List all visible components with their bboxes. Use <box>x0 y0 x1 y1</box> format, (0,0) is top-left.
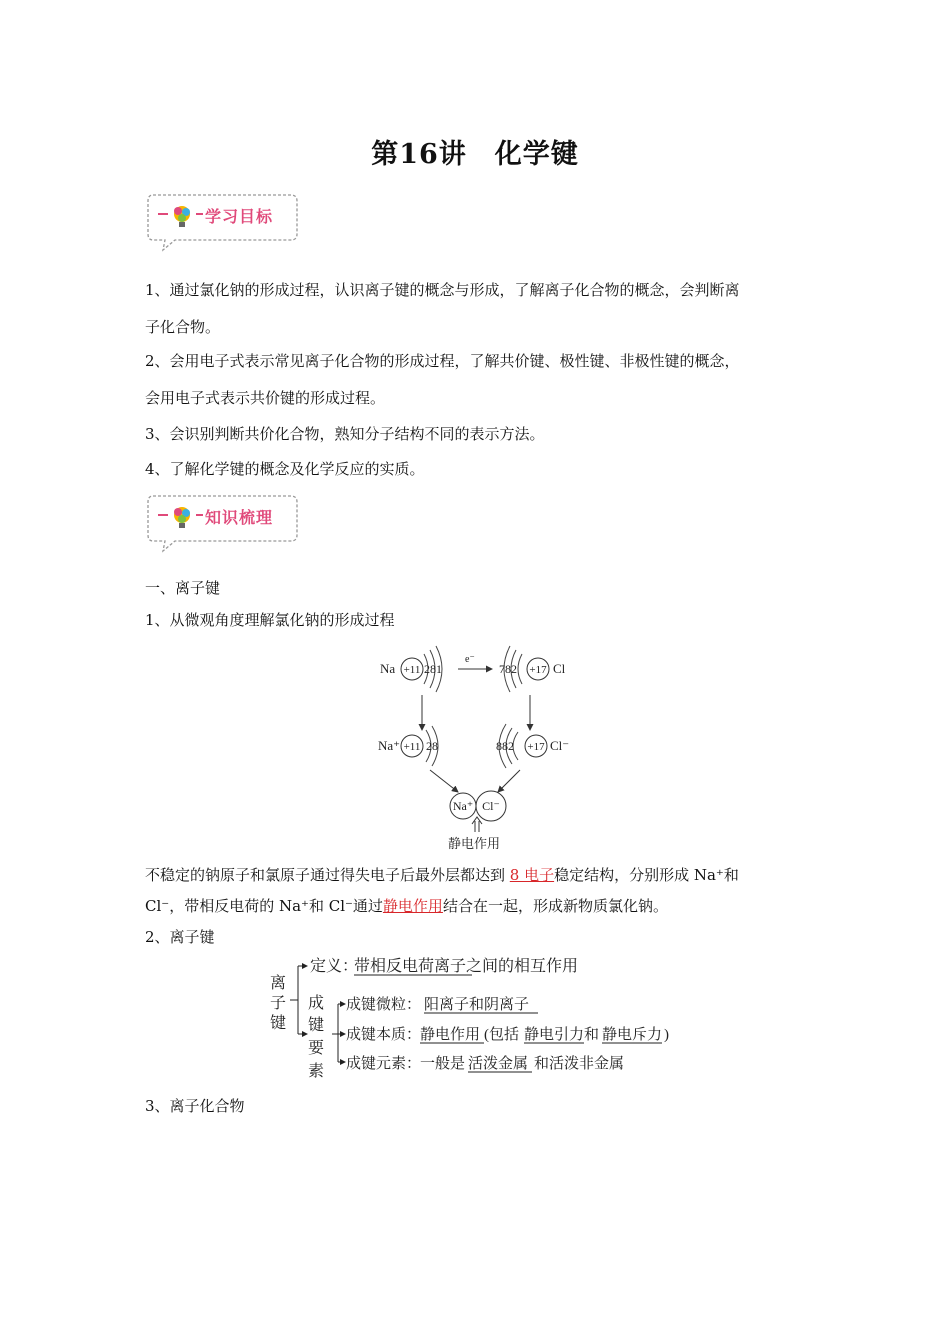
na-nucleus: +11 <box>403 664 421 676</box>
nature-text: (包括 <box>484 1027 519 1043</box>
elements-char: 素 <box>308 1063 325 1080</box>
na-symbol: Na <box>380 661 396 676</box>
na-ion-shells: 28 <box>426 739 438 753</box>
nature-text: ) <box>664 1027 669 1043</box>
particle-text: 阳离子和阴离子 <box>424 997 530 1013</box>
element-text: 活泼金属 <box>468 1056 529 1072</box>
nature-label: 成键本质： <box>346 1027 422 1043</box>
objectives-badge-label: 学习目标 <box>205 207 274 226</box>
root-char: 子 <box>270 995 287 1012</box>
nature-text: 和 <box>584 1027 600 1043</box>
elements-char: 要 <box>308 1040 325 1057</box>
review-badge <box>145 493 299 555</box>
na-ion-nucleus: +11 <box>403 741 421 753</box>
na-plus-circle-label: Na⁺ <box>452 799 474 813</box>
objective-line-1: 1、通过氯化钠的形成过程，认识离子键的概念与形成，了解离子化合物的概念，会判断离 <box>145 281 740 299</box>
subheading-nacl-formation: 1、从微观角度理解氯化钠的形成过程 <box>145 611 395 629</box>
electrostatic-label: 静电作用 <box>448 836 501 851</box>
element-label: 成键元素： <box>346 1056 422 1072</box>
cl-minus-circle-label: Cl⁻ <box>482 799 500 813</box>
na-shells: 281 <box>424 662 442 676</box>
review-badge-label: 知识梳理 <box>205 508 274 527</box>
objective-line-2: 子化合物。 <box>145 318 221 336</box>
section-heading-ionic-bond: 一、离子键 <box>145 579 221 597</box>
objectives-badge <box>145 192 299 254</box>
nacl-formation-diagram <box>370 640 590 855</box>
nature-text: 静电作用 <box>420 1027 481 1043</box>
nature-text: 静电引力 <box>524 1027 585 1043</box>
objective-line-5: 3、会识别判断共价化合物，熟知分子结构不同的表示方法。 <box>145 425 545 443</box>
highlight-electrostatic: 静电作用 <box>382 897 443 915</box>
explanation-line-1 <box>145 865 739 885</box>
explanation-text: 结合在一起，形成新物质氯化钠。 <box>442 897 668 915</box>
cl-ion-symbol: Cl⁻ <box>550 738 570 753</box>
elements-char: 成 <box>308 995 325 1012</box>
cl-ion-shells: 882 <box>496 739 514 753</box>
subheading-ionic-bond: 2、离子键 <box>145 928 215 946</box>
highlight-8-electrons: 8 电子 <box>509 866 555 884</box>
element-text: 和活泼非金属 <box>534 1056 625 1072</box>
objective-line-3: 2、会用电子式表示常见离子化合物的形成过程，了解共价键、极性键、非极性键的概念， <box>145 352 740 370</box>
explanation-text: Cl⁻，带相反电荷的 Na⁺和 Cl⁻通过 <box>145 897 383 915</box>
definition-label: 定义： <box>310 958 359 975</box>
cl-nucleus: +17 <box>529 664 547 676</box>
explanation-line-2 <box>145 896 668 916</box>
cl-ion-nucleus: +17 <box>527 741 545 753</box>
cl-shells: 782 <box>499 662 517 676</box>
nature-text: 静电斥力 <box>602 1027 663 1043</box>
explanation-text: 不稳定的钠原子和氯原子通过得失电子后最外层都达到 <box>145 866 510 884</box>
electron-label: e⁻ <box>465 654 475 665</box>
root-char: 键 <box>270 1015 287 1032</box>
page-title: 第16讲 化学键 <box>371 139 579 170</box>
cl-symbol: Cl <box>553 661 566 676</box>
objective-line-4: 会用电子式表示共价键的形成过程。 <box>145 389 386 407</box>
ionic-bond-concept-map <box>262 950 702 1090</box>
na-ion-symbol: Na⁺ <box>378 738 401 753</box>
root-char: 离 <box>270 975 287 992</box>
explanation-text: 稳定结构，分别形成 Na⁺和 <box>554 866 739 884</box>
subheading-ionic-compound: 3、离子化合物 <box>145 1097 245 1115</box>
definition-text: 带相反电荷离子之间的相互作用 <box>354 958 579 975</box>
elements-char: 键 <box>308 1017 325 1034</box>
element-text: 一般是 <box>420 1056 466 1072</box>
objective-line-6: 4、了解化学键的概念及化学反应的实质。 <box>145 460 425 478</box>
particle-label: 成键微粒： <box>346 997 422 1013</box>
